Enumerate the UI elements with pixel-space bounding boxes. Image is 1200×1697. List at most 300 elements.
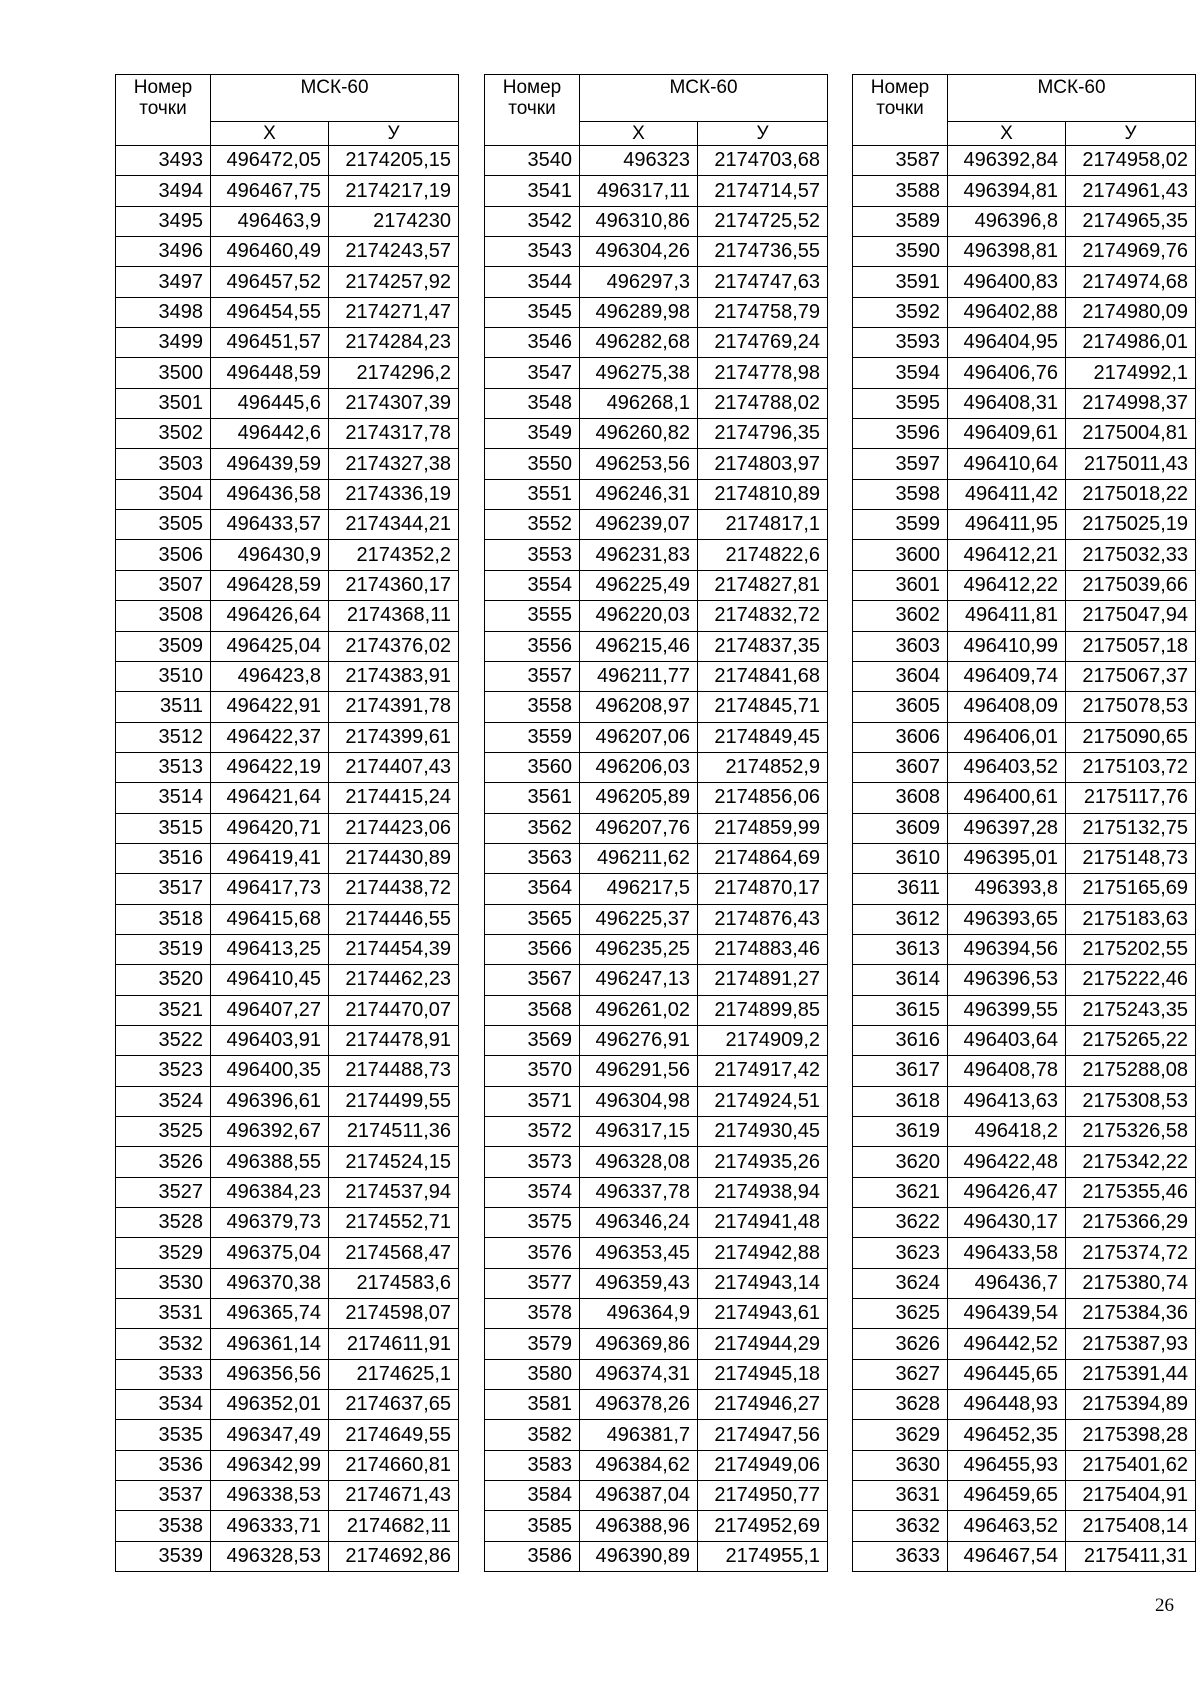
table-row bbox=[485, 328, 828, 358]
point-number-cell: 3588 bbox=[853, 176, 948, 206]
x-coordinate-cell: 496359,43 bbox=[580, 1268, 698, 1298]
x-coordinate-cell: 496422,48 bbox=[948, 1147, 1066, 1177]
table-row bbox=[853, 297, 1196, 327]
point-number-cell: 3500 bbox=[116, 358, 211, 388]
y-coordinate-cell: 2174524,15 bbox=[329, 1147, 459, 1177]
y-coordinate-cell: 2174383,91 bbox=[329, 661, 459, 691]
x-coordinate-cell: 496410,99 bbox=[948, 631, 1066, 661]
y-header: У bbox=[698, 122, 828, 146]
point-number-cell: 3519 bbox=[116, 934, 211, 964]
point-number-cell: 3597 bbox=[853, 449, 948, 479]
point-number-cell: 3561 bbox=[485, 783, 580, 813]
y-coordinate-cell: 2174336,19 bbox=[329, 479, 459, 509]
x-coordinate-cell: 496253,56 bbox=[580, 449, 698, 479]
point-number-cell: 3581 bbox=[485, 1390, 580, 1420]
point-number-cell: 3502 bbox=[116, 419, 211, 449]
point-number-cell: 3573 bbox=[485, 1147, 580, 1177]
table-row bbox=[116, 722, 459, 752]
table-row bbox=[116, 570, 459, 600]
y-coordinate-cell: 2174899,85 bbox=[698, 995, 828, 1025]
point-number-cell: 3503 bbox=[116, 449, 211, 479]
x-coordinate-cell: 496225,37 bbox=[580, 904, 698, 934]
y-coordinate-cell: 2175398,28 bbox=[1066, 1420, 1196, 1450]
point-number-cell: 3585 bbox=[485, 1511, 580, 1541]
point-number-cell: 3527 bbox=[116, 1177, 211, 1207]
table-row bbox=[853, 358, 1196, 388]
table-row bbox=[853, 1056, 1196, 1086]
table-row bbox=[116, 601, 459, 631]
point-number-cell: 3557 bbox=[485, 661, 580, 691]
x-coordinate-cell: 496347,49 bbox=[211, 1420, 329, 1450]
y-coordinate-cell: 2174859,99 bbox=[698, 813, 828, 843]
x-coordinate-cell: 496205,89 bbox=[580, 783, 698, 813]
y-coordinate-cell: 2174598,07 bbox=[329, 1299, 459, 1329]
table-row bbox=[853, 1117, 1196, 1147]
x-coordinate-cell: 496239,07 bbox=[580, 510, 698, 540]
x-coordinate-cell: 496215,46 bbox=[580, 631, 698, 661]
x-coordinate-cell: 496297,3 bbox=[580, 267, 698, 297]
y-coordinate-cell: 2174583,6 bbox=[329, 1268, 459, 1298]
table-row bbox=[116, 904, 459, 934]
table-row bbox=[485, 843, 828, 873]
point-number-cell: 3521 bbox=[116, 995, 211, 1025]
x-coordinate-cell: 496361,14 bbox=[211, 1329, 329, 1359]
y-coordinate-cell: 2174488,73 bbox=[329, 1056, 459, 1086]
x-coordinate-cell: 496392,67 bbox=[211, 1117, 329, 1147]
point-number-cell: 3596 bbox=[853, 419, 948, 449]
table-row bbox=[116, 1541, 459, 1571]
point-number-cell: 3608 bbox=[853, 783, 948, 813]
point-number-cell: 3537 bbox=[116, 1481, 211, 1511]
y-coordinate-cell: 2174430,89 bbox=[329, 843, 459, 873]
y-coordinate-cell: 2175342,22 bbox=[1066, 1147, 1196, 1177]
x-coordinate-cell: 496425,04 bbox=[211, 631, 329, 661]
y-coordinate-cell: 2174998,37 bbox=[1066, 388, 1196, 418]
table-row bbox=[485, 1299, 828, 1329]
x-header: X bbox=[580, 122, 698, 146]
x-coordinate-cell: 496457,52 bbox=[211, 267, 329, 297]
x-coordinate-cell: 496365,74 bbox=[211, 1299, 329, 1329]
point-number-cell: 3625 bbox=[853, 1299, 948, 1329]
point-number-cell: 3539 bbox=[116, 1541, 211, 1571]
x-coordinate-cell: 496247,13 bbox=[580, 965, 698, 995]
y-coordinate-cell: 2174852,9 bbox=[698, 752, 828, 782]
table-row bbox=[853, 1541, 1196, 1571]
coordinate-system-header: МСК-60 bbox=[580, 75, 828, 122]
point-number-cell: 3582 bbox=[485, 1420, 580, 1450]
y-coordinate-cell: 2174446,55 bbox=[329, 904, 459, 934]
point-number-cell: 3587 bbox=[853, 146, 948, 176]
y-coordinate-cell: 2174947,56 bbox=[698, 1420, 828, 1450]
point-number-cell: 3600 bbox=[853, 540, 948, 570]
point-number-header: Номер точки bbox=[116, 75, 211, 146]
y-coordinate-cell: 2175183,63 bbox=[1066, 904, 1196, 934]
table-row bbox=[116, 1299, 459, 1329]
y-coordinate-cell: 2174462,23 bbox=[329, 965, 459, 995]
table-row bbox=[853, 1208, 1196, 1238]
point-number-cell: 3593 bbox=[853, 328, 948, 358]
x-coordinate-cell: 496390,89 bbox=[580, 1541, 698, 1571]
x-coordinate-cell: 496459,65 bbox=[948, 1481, 1066, 1511]
table-row bbox=[116, 146, 459, 176]
x-coordinate-cell: 496225,49 bbox=[580, 570, 698, 600]
y-coordinate-cell: 2174969,76 bbox=[1066, 237, 1196, 267]
x-coordinate-cell: 496328,53 bbox=[211, 1541, 329, 1571]
table-row bbox=[485, 1450, 828, 1480]
table-row bbox=[853, 237, 1196, 267]
y-coordinate-cell: 2174625,1 bbox=[329, 1359, 459, 1389]
x-coordinate-cell: 496403,64 bbox=[948, 1025, 1066, 1055]
y-coordinate-cell: 2175057,18 bbox=[1066, 631, 1196, 661]
x-coordinate-cell: 496338,53 bbox=[211, 1481, 329, 1511]
x-coordinate-cell: 496384,62 bbox=[580, 1450, 698, 1480]
table-row bbox=[853, 146, 1196, 176]
x-coordinate-cell: 496206,03 bbox=[580, 752, 698, 782]
point-number-cell: 3513 bbox=[116, 752, 211, 782]
point-number-cell: 3501 bbox=[116, 388, 211, 418]
table-row bbox=[485, 267, 828, 297]
y-coordinate-cell: 2175243,35 bbox=[1066, 995, 1196, 1025]
y-coordinate-cell: 2174243,57 bbox=[329, 237, 459, 267]
y-coordinate-cell: 2174758,79 bbox=[698, 297, 828, 327]
page-number: 26 bbox=[1155, 1595, 1174, 1616]
x-coordinate-cell: 496467,54 bbox=[948, 1541, 1066, 1571]
y-coordinate-cell: 2174938,94 bbox=[698, 1177, 828, 1207]
x-coordinate-cell: 496439,54 bbox=[948, 1299, 1066, 1329]
y-coordinate-cell: 2175308,53 bbox=[1066, 1086, 1196, 1116]
point-number-cell: 3562 bbox=[485, 813, 580, 843]
y-coordinate-cell: 2175380,74 bbox=[1066, 1268, 1196, 1298]
x-coordinate-cell: 496436,7 bbox=[948, 1268, 1066, 1298]
table-row bbox=[853, 540, 1196, 570]
point-number-cell: 3509 bbox=[116, 631, 211, 661]
x-coordinate-cell: 496246,31 bbox=[580, 479, 698, 509]
x-coordinate-cell: 496317,11 bbox=[580, 176, 698, 206]
point-number-cell: 3603 bbox=[853, 631, 948, 661]
y-coordinate-cell: 2174217,19 bbox=[329, 176, 459, 206]
point-number-cell: 3576 bbox=[485, 1238, 580, 1268]
table-row bbox=[485, 661, 828, 691]
table-row bbox=[116, 1025, 459, 1055]
table-row bbox=[116, 540, 459, 570]
table-row bbox=[116, 1177, 459, 1207]
table-row bbox=[853, 267, 1196, 297]
x-coordinate-cell: 496413,25 bbox=[211, 934, 329, 964]
point-number-cell: 3493 bbox=[116, 146, 211, 176]
x-coordinate-cell: 496460,49 bbox=[211, 237, 329, 267]
x-coordinate-cell: 496472,05 bbox=[211, 146, 329, 176]
point-number-cell: 3564 bbox=[485, 874, 580, 904]
point-number-cell: 3514 bbox=[116, 783, 211, 813]
table-row bbox=[853, 1086, 1196, 1116]
table-row bbox=[116, 1390, 459, 1420]
y-coordinate-cell: 2174944,29 bbox=[698, 1329, 828, 1359]
x-coordinate-cell: 496411,95 bbox=[948, 510, 1066, 540]
x-coordinate-cell: 496426,64 bbox=[211, 601, 329, 631]
table-row bbox=[485, 1025, 828, 1055]
y-coordinate-cell: 2174827,81 bbox=[698, 570, 828, 600]
y-coordinate-cell: 2174992,1 bbox=[1066, 358, 1196, 388]
table-row bbox=[485, 1238, 828, 1268]
x-coordinate-cell: 496409,61 bbox=[948, 419, 1066, 449]
point-number-cell: 3602 bbox=[853, 601, 948, 631]
y-coordinate-cell: 2175018,22 bbox=[1066, 479, 1196, 509]
point-number-cell: 3604 bbox=[853, 661, 948, 691]
x-coordinate-cell: 496463,9 bbox=[211, 206, 329, 236]
x-coordinate-cell: 496400,35 bbox=[211, 1056, 329, 1086]
x-coordinate-cell: 496291,56 bbox=[580, 1056, 698, 1086]
table-row bbox=[116, 479, 459, 509]
x-coordinate-cell: 496400,61 bbox=[948, 783, 1066, 813]
table-row bbox=[116, 1238, 459, 1268]
table-row bbox=[853, 419, 1196, 449]
y-coordinate-cell: 2174499,55 bbox=[329, 1086, 459, 1116]
table-row bbox=[116, 1420, 459, 1450]
point-number-cell: 3520 bbox=[116, 965, 211, 995]
table-row bbox=[853, 904, 1196, 934]
point-number-cell: 3565 bbox=[485, 904, 580, 934]
point-number-cell: 3550 bbox=[485, 449, 580, 479]
x-coordinate-cell: 496211,77 bbox=[580, 661, 698, 691]
table-row bbox=[485, 449, 828, 479]
table-row bbox=[485, 237, 828, 267]
point-number-cell: 3498 bbox=[116, 297, 211, 327]
x-coordinate-cell: 496268,1 bbox=[580, 388, 698, 418]
point-number-cell: 3556 bbox=[485, 631, 580, 661]
table-row bbox=[853, 570, 1196, 600]
point-number-cell: 3536 bbox=[116, 1450, 211, 1480]
point-number-header: Номер точки bbox=[485, 75, 580, 146]
y-coordinate-cell: 2174945,18 bbox=[698, 1359, 828, 1389]
y-coordinate-cell: 2175391,44 bbox=[1066, 1359, 1196, 1389]
table-row bbox=[485, 1086, 828, 1116]
x-coordinate-cell: 496337,78 bbox=[580, 1177, 698, 1207]
table-row bbox=[116, 631, 459, 661]
y-coordinate-cell: 2175117,76 bbox=[1066, 783, 1196, 813]
point-number-cell: 3551 bbox=[485, 479, 580, 509]
table-row bbox=[116, 843, 459, 873]
table-row bbox=[116, 934, 459, 964]
point-number-cell: 3615 bbox=[853, 995, 948, 1025]
point-number-cell: 3572 bbox=[485, 1117, 580, 1147]
y-coordinate-cell: 2174810,89 bbox=[698, 479, 828, 509]
y-coordinate-cell: 2174943,14 bbox=[698, 1268, 828, 1298]
y-coordinate-cell: 2175067,37 bbox=[1066, 661, 1196, 691]
table-row bbox=[116, 1329, 459, 1359]
point-number-cell: 3506 bbox=[116, 540, 211, 570]
point-number-cell: 3617 bbox=[853, 1056, 948, 1086]
x-coordinate-cell: 496397,28 bbox=[948, 813, 1066, 843]
x-coordinate-cell: 496388,55 bbox=[211, 1147, 329, 1177]
x-coordinate-cell: 496412,22 bbox=[948, 570, 1066, 600]
y-coordinate-cell: 2174327,38 bbox=[329, 449, 459, 479]
point-number-cell: 3518 bbox=[116, 904, 211, 934]
table-row bbox=[485, 297, 828, 327]
y-coordinate-cell: 2174870,17 bbox=[698, 874, 828, 904]
table-row bbox=[116, 358, 459, 388]
y-coordinate-cell: 2174671,43 bbox=[329, 1481, 459, 1511]
point-number-cell: 3590 bbox=[853, 237, 948, 267]
x-coordinate-cell: 496407,27 bbox=[211, 995, 329, 1025]
x-coordinate-cell: 496374,31 bbox=[580, 1359, 698, 1389]
point-number-cell: 3632 bbox=[853, 1511, 948, 1541]
point-number-cell: 3542 bbox=[485, 206, 580, 236]
point-number-cell: 3540 bbox=[485, 146, 580, 176]
y-coordinate-cell: 2174205,15 bbox=[329, 146, 459, 176]
table-row bbox=[485, 146, 828, 176]
point-number-cell: 3584 bbox=[485, 1481, 580, 1511]
point-number-cell: 3516 bbox=[116, 843, 211, 873]
table-row bbox=[485, 1177, 828, 1207]
point-number-cell: 3534 bbox=[116, 1390, 211, 1420]
point-number-cell: 3499 bbox=[116, 328, 211, 358]
y-coordinate-cell: 2175090,65 bbox=[1066, 722, 1196, 752]
y-coordinate-cell: 2174930,45 bbox=[698, 1117, 828, 1147]
x-coordinate-cell: 496398,81 bbox=[948, 237, 1066, 267]
x-coordinate-cell: 496413,63 bbox=[948, 1086, 1066, 1116]
x-coordinate-cell: 496384,23 bbox=[211, 1177, 329, 1207]
table-row bbox=[485, 1268, 828, 1298]
x-coordinate-cell: 496379,73 bbox=[211, 1208, 329, 1238]
point-number-cell: 3528 bbox=[116, 1208, 211, 1238]
table-row bbox=[853, 1390, 1196, 1420]
y-coordinate-cell: 2175394,89 bbox=[1066, 1390, 1196, 1420]
table-row bbox=[853, 1450, 1196, 1480]
x-coordinate-cell: 496417,73 bbox=[211, 874, 329, 904]
x-coordinate-cell: 496402,88 bbox=[948, 297, 1066, 327]
y-coordinate-cell: 2174949,06 bbox=[698, 1450, 828, 1480]
table-row bbox=[116, 1450, 459, 1480]
point-number-cell: 3619 bbox=[853, 1117, 948, 1147]
x-coordinate-cell: 496207,76 bbox=[580, 813, 698, 843]
y-coordinate-cell: 2174568,47 bbox=[329, 1238, 459, 1268]
x-coordinate-cell: 496412,21 bbox=[948, 540, 1066, 570]
x-coordinate-cell: 496403,52 bbox=[948, 752, 1066, 782]
y-coordinate-cell: 2174368,11 bbox=[329, 601, 459, 631]
y-coordinate-cell: 2174360,17 bbox=[329, 570, 459, 600]
table-row bbox=[853, 692, 1196, 722]
table-row bbox=[116, 661, 459, 691]
y-coordinate-cell: 2174950,77 bbox=[698, 1481, 828, 1511]
y-coordinate-cell: 2175404,91 bbox=[1066, 1481, 1196, 1511]
y-coordinate-cell: 2174822,6 bbox=[698, 540, 828, 570]
table-row bbox=[116, 510, 459, 540]
y-coordinate-cell: 2174943,61 bbox=[698, 1299, 828, 1329]
x-coordinate-cell: 496276,91 bbox=[580, 1025, 698, 1055]
point-number-cell: 3620 bbox=[853, 1147, 948, 1177]
x-coordinate-cell: 496289,98 bbox=[580, 297, 698, 327]
y-coordinate-cell: 2174407,43 bbox=[329, 752, 459, 782]
point-number-cell: 3567 bbox=[485, 965, 580, 995]
point-number-cell: 3532 bbox=[116, 1329, 211, 1359]
x-coordinate-cell: 496395,01 bbox=[948, 843, 1066, 873]
x-coordinate-cell: 496275,38 bbox=[580, 358, 698, 388]
y-coordinate-cell: 2175165,69 bbox=[1066, 874, 1196, 904]
point-number-cell: 3616 bbox=[853, 1025, 948, 1055]
y-coordinate-cell: 2175401,62 bbox=[1066, 1450, 1196, 1480]
y-coordinate-cell: 2174611,91 bbox=[329, 1329, 459, 1359]
x-coordinate-cell: 496448,59 bbox=[211, 358, 329, 388]
point-number-cell: 3563 bbox=[485, 843, 580, 873]
y-coordinate-cell: 2174415,24 bbox=[329, 783, 459, 813]
table-row bbox=[853, 1420, 1196, 1450]
x-coordinate-cell: 496235,25 bbox=[580, 934, 698, 964]
y-coordinate-cell: 2174682,11 bbox=[329, 1511, 459, 1541]
x-coordinate-cell: 496211,62 bbox=[580, 843, 698, 873]
point-number-cell: 3549 bbox=[485, 419, 580, 449]
x-coordinate-cell: 496399,55 bbox=[948, 995, 1066, 1025]
table-row bbox=[485, 1390, 828, 1420]
x-coordinate-cell: 496282,68 bbox=[580, 328, 698, 358]
x-coordinate-cell: 496455,93 bbox=[948, 1450, 1066, 1480]
table-row bbox=[853, 965, 1196, 995]
x-header: X bbox=[211, 122, 329, 146]
y-coordinate-cell: 2174649,55 bbox=[329, 1420, 459, 1450]
y-coordinate-cell: 2174376,02 bbox=[329, 631, 459, 661]
point-number-cell: 3580 bbox=[485, 1359, 580, 1389]
table-row bbox=[853, 783, 1196, 813]
x-coordinate-cell: 496323 bbox=[580, 146, 698, 176]
point-number-cell: 3607 bbox=[853, 752, 948, 782]
y-coordinate-cell: 2174284,23 bbox=[329, 328, 459, 358]
point-number-cell: 3571 bbox=[485, 1086, 580, 1116]
point-number-cell: 3595 bbox=[853, 388, 948, 418]
table-row bbox=[116, 1117, 459, 1147]
y-coordinate-cell: 2174965,35 bbox=[1066, 206, 1196, 236]
point-number-cell: 3566 bbox=[485, 934, 580, 964]
table-row bbox=[485, 419, 828, 449]
table-row bbox=[116, 1086, 459, 1116]
point-number-cell: 3618 bbox=[853, 1086, 948, 1116]
table-row bbox=[116, 388, 459, 418]
y-coordinate-cell: 2174660,81 bbox=[329, 1450, 459, 1480]
table-row bbox=[116, 449, 459, 479]
table-row bbox=[116, 1147, 459, 1177]
y-coordinate-cell: 2175039,66 bbox=[1066, 570, 1196, 600]
x-coordinate-cell: 496394,81 bbox=[948, 176, 1066, 206]
y-coordinate-cell: 2175148,73 bbox=[1066, 843, 1196, 873]
point-number-cell: 3629 bbox=[853, 1420, 948, 1450]
point-number-cell: 3512 bbox=[116, 722, 211, 752]
table-row bbox=[485, 1329, 828, 1359]
table-row bbox=[853, 1359, 1196, 1389]
x-coordinate-cell: 496422,91 bbox=[211, 692, 329, 722]
table-row bbox=[116, 297, 459, 327]
y-coordinate-cell: 2174352,2 bbox=[329, 540, 459, 570]
table-row bbox=[485, 1481, 828, 1511]
y-header: У bbox=[329, 122, 459, 146]
table-row bbox=[853, 388, 1196, 418]
x-coordinate-cell: 496439,59 bbox=[211, 449, 329, 479]
x-coordinate-cell: 496387,04 bbox=[580, 1481, 698, 1511]
x-coordinate-cell: 496393,8 bbox=[948, 874, 1066, 904]
point-number-cell: 3548 bbox=[485, 388, 580, 418]
table-row bbox=[485, 934, 828, 964]
point-number-cell: 3515 bbox=[116, 813, 211, 843]
y-coordinate-cell: 2174832,72 bbox=[698, 601, 828, 631]
y-coordinate-cell: 2174399,61 bbox=[329, 722, 459, 752]
y-coordinate-cell: 2174955,1 bbox=[698, 1541, 828, 1571]
table-row bbox=[116, 176, 459, 206]
y-coordinate-cell: 2175032,33 bbox=[1066, 540, 1196, 570]
y-coordinate-cell: 2174423,06 bbox=[329, 813, 459, 843]
y-coordinate-cell: 2174725,52 bbox=[698, 206, 828, 236]
point-number-cell: 3626 bbox=[853, 1329, 948, 1359]
point-number-cell: 3579 bbox=[485, 1329, 580, 1359]
point-number-cell: 3529 bbox=[116, 1238, 211, 1268]
y-coordinate-cell: 2174958,02 bbox=[1066, 146, 1196, 176]
x-coordinate-cell: 496328,08 bbox=[580, 1147, 698, 1177]
